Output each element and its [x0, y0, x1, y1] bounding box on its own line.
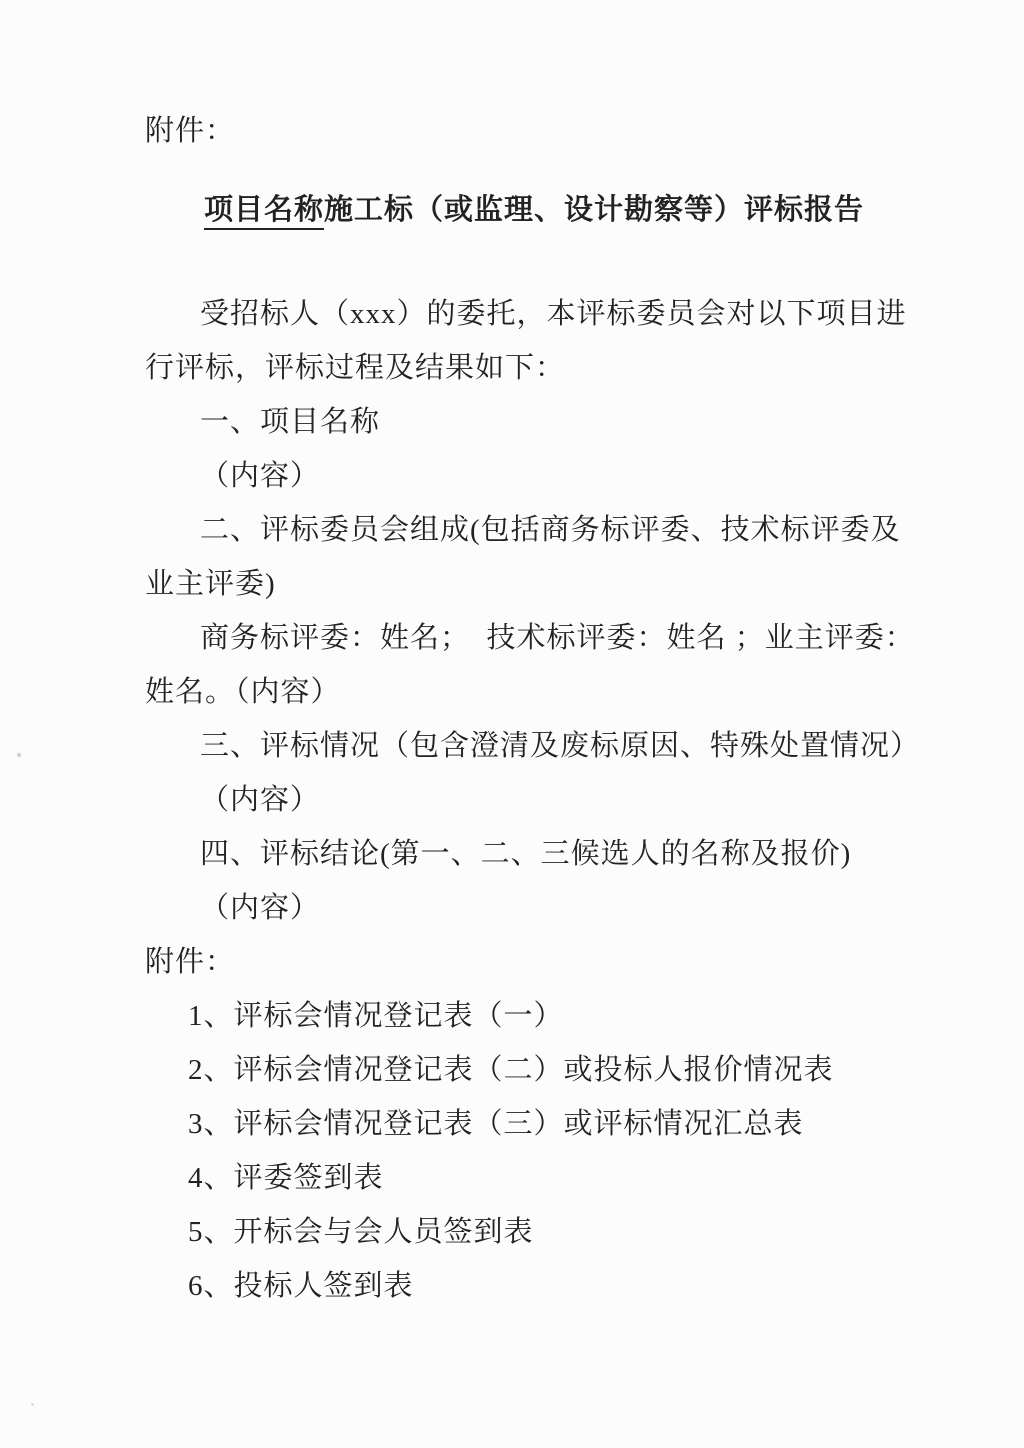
document-line: 三、评标情况（包含澄清及废标原因、特殊处置情况）: [200, 730, 921, 762]
document-line: （内容）: [200, 892, 321, 924]
document-line: 行评标，评标过程及结果如下：: [145, 352, 566, 384]
document-line: 6、投标人签到表: [188, 1270, 414, 1302]
document-line: （内容）: [200, 460, 321, 492]
document-line: 一、项目名称: [200, 406, 381, 438]
scan-artifact-dot: [17, 753, 21, 757]
document-line: 1、评标会情况登记表（一）: [188, 1000, 564, 1032]
document-body: [145, 287, 1024, 1313]
attachment-label: 附件：: [145, 115, 236, 147]
document-line: （内容）: [200, 784, 321, 816]
document-line: 附件：: [145, 946, 236, 978]
title-rest: 施工标（或监理、设计勘察等）评标报告: [324, 194, 865, 226]
document-line: 姓名。（内容）: [145, 676, 341, 708]
document-line: 5、开标会与会人员签到表: [188, 1216, 534, 1248]
scan-artifact-dot: [31, 1403, 34, 1406]
document-line: 二、评标委员会组成(包括商务标评委、技术标评委及: [200, 514, 901, 546]
document-title: [0, 183, 1024, 237]
document-line: 业主评委): [145, 568, 276, 600]
document-line: 受招标人（xxx）的委托，本评标委员会对以下项目进: [200, 298, 907, 330]
document-line: 商务标评委：姓名； 技术标评委：姓名 ；业主评委：: [200, 622, 915, 654]
document-line: 4、评委签到表: [188, 1162, 384, 1194]
document-line: 2、评标会情况登记表（二）或投标人报价情况表: [188, 1054, 834, 1086]
title-project-name-underlined: 项目名称: [204, 194, 324, 230]
document-line: 3、评标会情况登记表（三）或评标情况汇总表: [188, 1108, 804, 1140]
document-line: 四、评标结论(第一、二、三候选人的名称及报价): [200, 838, 852, 870]
